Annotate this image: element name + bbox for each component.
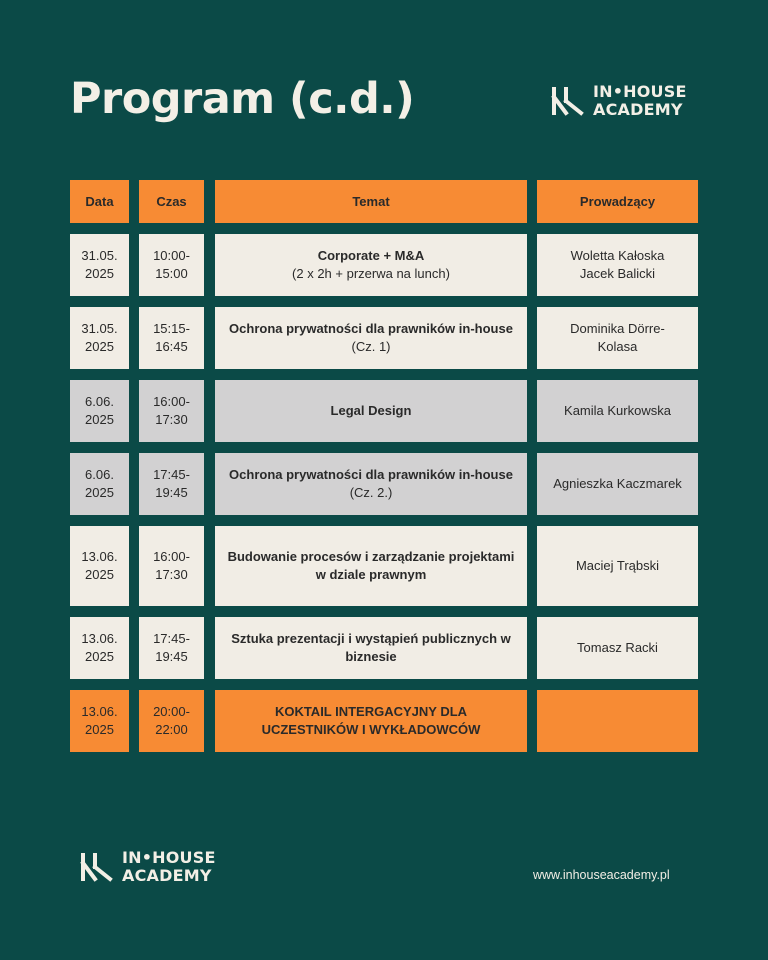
date-year: 2025 [85,412,114,427]
time-start: 16:00- [153,394,190,409]
time-cell [139,380,204,442]
time-start: 17:45- [153,467,190,482]
lead-name: Woletta Kałoska Jacek Balicki [570,248,665,281]
topic-note: (2 x 2h + przerwa na lunch) [292,266,450,281]
lead-cell [537,380,698,442]
page-title: Program (c.d.) [70,74,415,124]
date-day: 13.06. [81,631,118,646]
brand-logo-top [551,83,687,119]
date-year: 2025 [85,485,114,500]
lead-name: Dominika Dörre-Kolasa [570,321,665,354]
header-lead: Prowadzący [537,180,698,223]
lead-name: Maciej Trąbski [575,558,660,573]
date-cell [70,690,129,752]
lead-name: Tomasz Racki [577,640,658,655]
time-cell [139,617,204,679]
topic-title: Budowanie procesów i zarządzanie projektami w dziale prawnym [227,549,515,582]
time-cell [139,690,204,752]
logo-line-1: IN•HOUSE [593,82,687,101]
topic-title: Ochrona prywatności dla prawników in-house [229,467,513,482]
topic-cell [215,234,527,296]
time-cell [139,526,204,606]
topic-title: Legal Design [330,403,412,418]
topic-title: Ochrona prywatności dla prawników in-house [229,321,513,336]
logo-line-2: ACADEMY [593,100,683,119]
topic-cell [215,526,527,606]
date-year: 2025 [85,722,114,737]
date-cell [70,234,129,296]
lead-cell [537,617,698,679]
header-time: Czas [139,180,204,223]
logo-mark-icon [80,851,114,883]
time-start: 20:00- [153,704,190,719]
time-start: 17:45- [153,631,190,646]
time-cell [139,453,204,515]
logo-line-1: IN•HOUSE [122,848,216,867]
logo-line-2: ACADEMY [122,866,212,885]
time-end: 22:00 [155,722,188,737]
topic-cell [215,307,527,369]
date-day: 6.06. [85,394,114,409]
lead-name: Agnieszka Kaczmarek [553,476,682,491]
header-topic: Temat [215,180,527,223]
time-end: 17:30 [155,567,188,582]
brand-logo-bottom [80,849,216,885]
date-cell [70,453,129,515]
time-cell [139,307,204,369]
date-year: 2025 [85,567,114,582]
time-end: 19:45 [155,485,188,500]
date-day: 31.05. [81,321,118,336]
topic-title: Sztuka prezentacji i wystąpień publicznych w biznesie [231,631,511,664]
lead-cell [537,453,698,515]
time-end: 17:30 [155,412,188,427]
time-end: 15:00 [155,266,188,281]
date-year: 2025 [85,649,114,664]
topic-title: KOKTAIL INTERGACYJNY DLA UCZESTNIKÓW I WYKŁADOWCÓW [261,704,481,737]
website-link[interactable]: www.inhouseacademy.pl [533,868,670,882]
lead-cell [537,690,698,752]
date-day: 31.05. [81,248,118,263]
topic-cell [215,617,527,679]
date-cell [70,526,129,606]
time-start: 10:00- [153,248,190,263]
time-cell [139,234,204,296]
topic-cell [215,453,527,515]
topic-cell [215,690,527,752]
header-date: Data [70,180,129,223]
time-start: 15:15- [153,321,190,336]
lead-name: Kamila Kurkowska [564,403,671,418]
lead-cell [537,307,698,369]
date-day: 6.06. [85,467,114,482]
date-year: 2025 [85,266,114,281]
topic-note: (Cz. 2.) [349,485,393,500]
date-cell [70,307,129,369]
lead-cell [537,526,698,606]
date-year: 2025 [85,339,114,354]
time-start: 16:00- [153,549,190,564]
time-end: 19:45 [155,649,188,664]
date-day: 13.06. [81,549,118,564]
logo-mark-icon [551,85,585,117]
date-day: 13.06. [81,704,118,719]
lead-cell [537,234,698,296]
topic-note: (Cz. 1) [351,339,391,354]
date-cell [70,380,129,442]
time-end: 16:45 [155,339,188,354]
topic-cell [215,380,527,442]
topic-title: Corporate + M&A [317,248,425,263]
date-cell [70,617,129,679]
